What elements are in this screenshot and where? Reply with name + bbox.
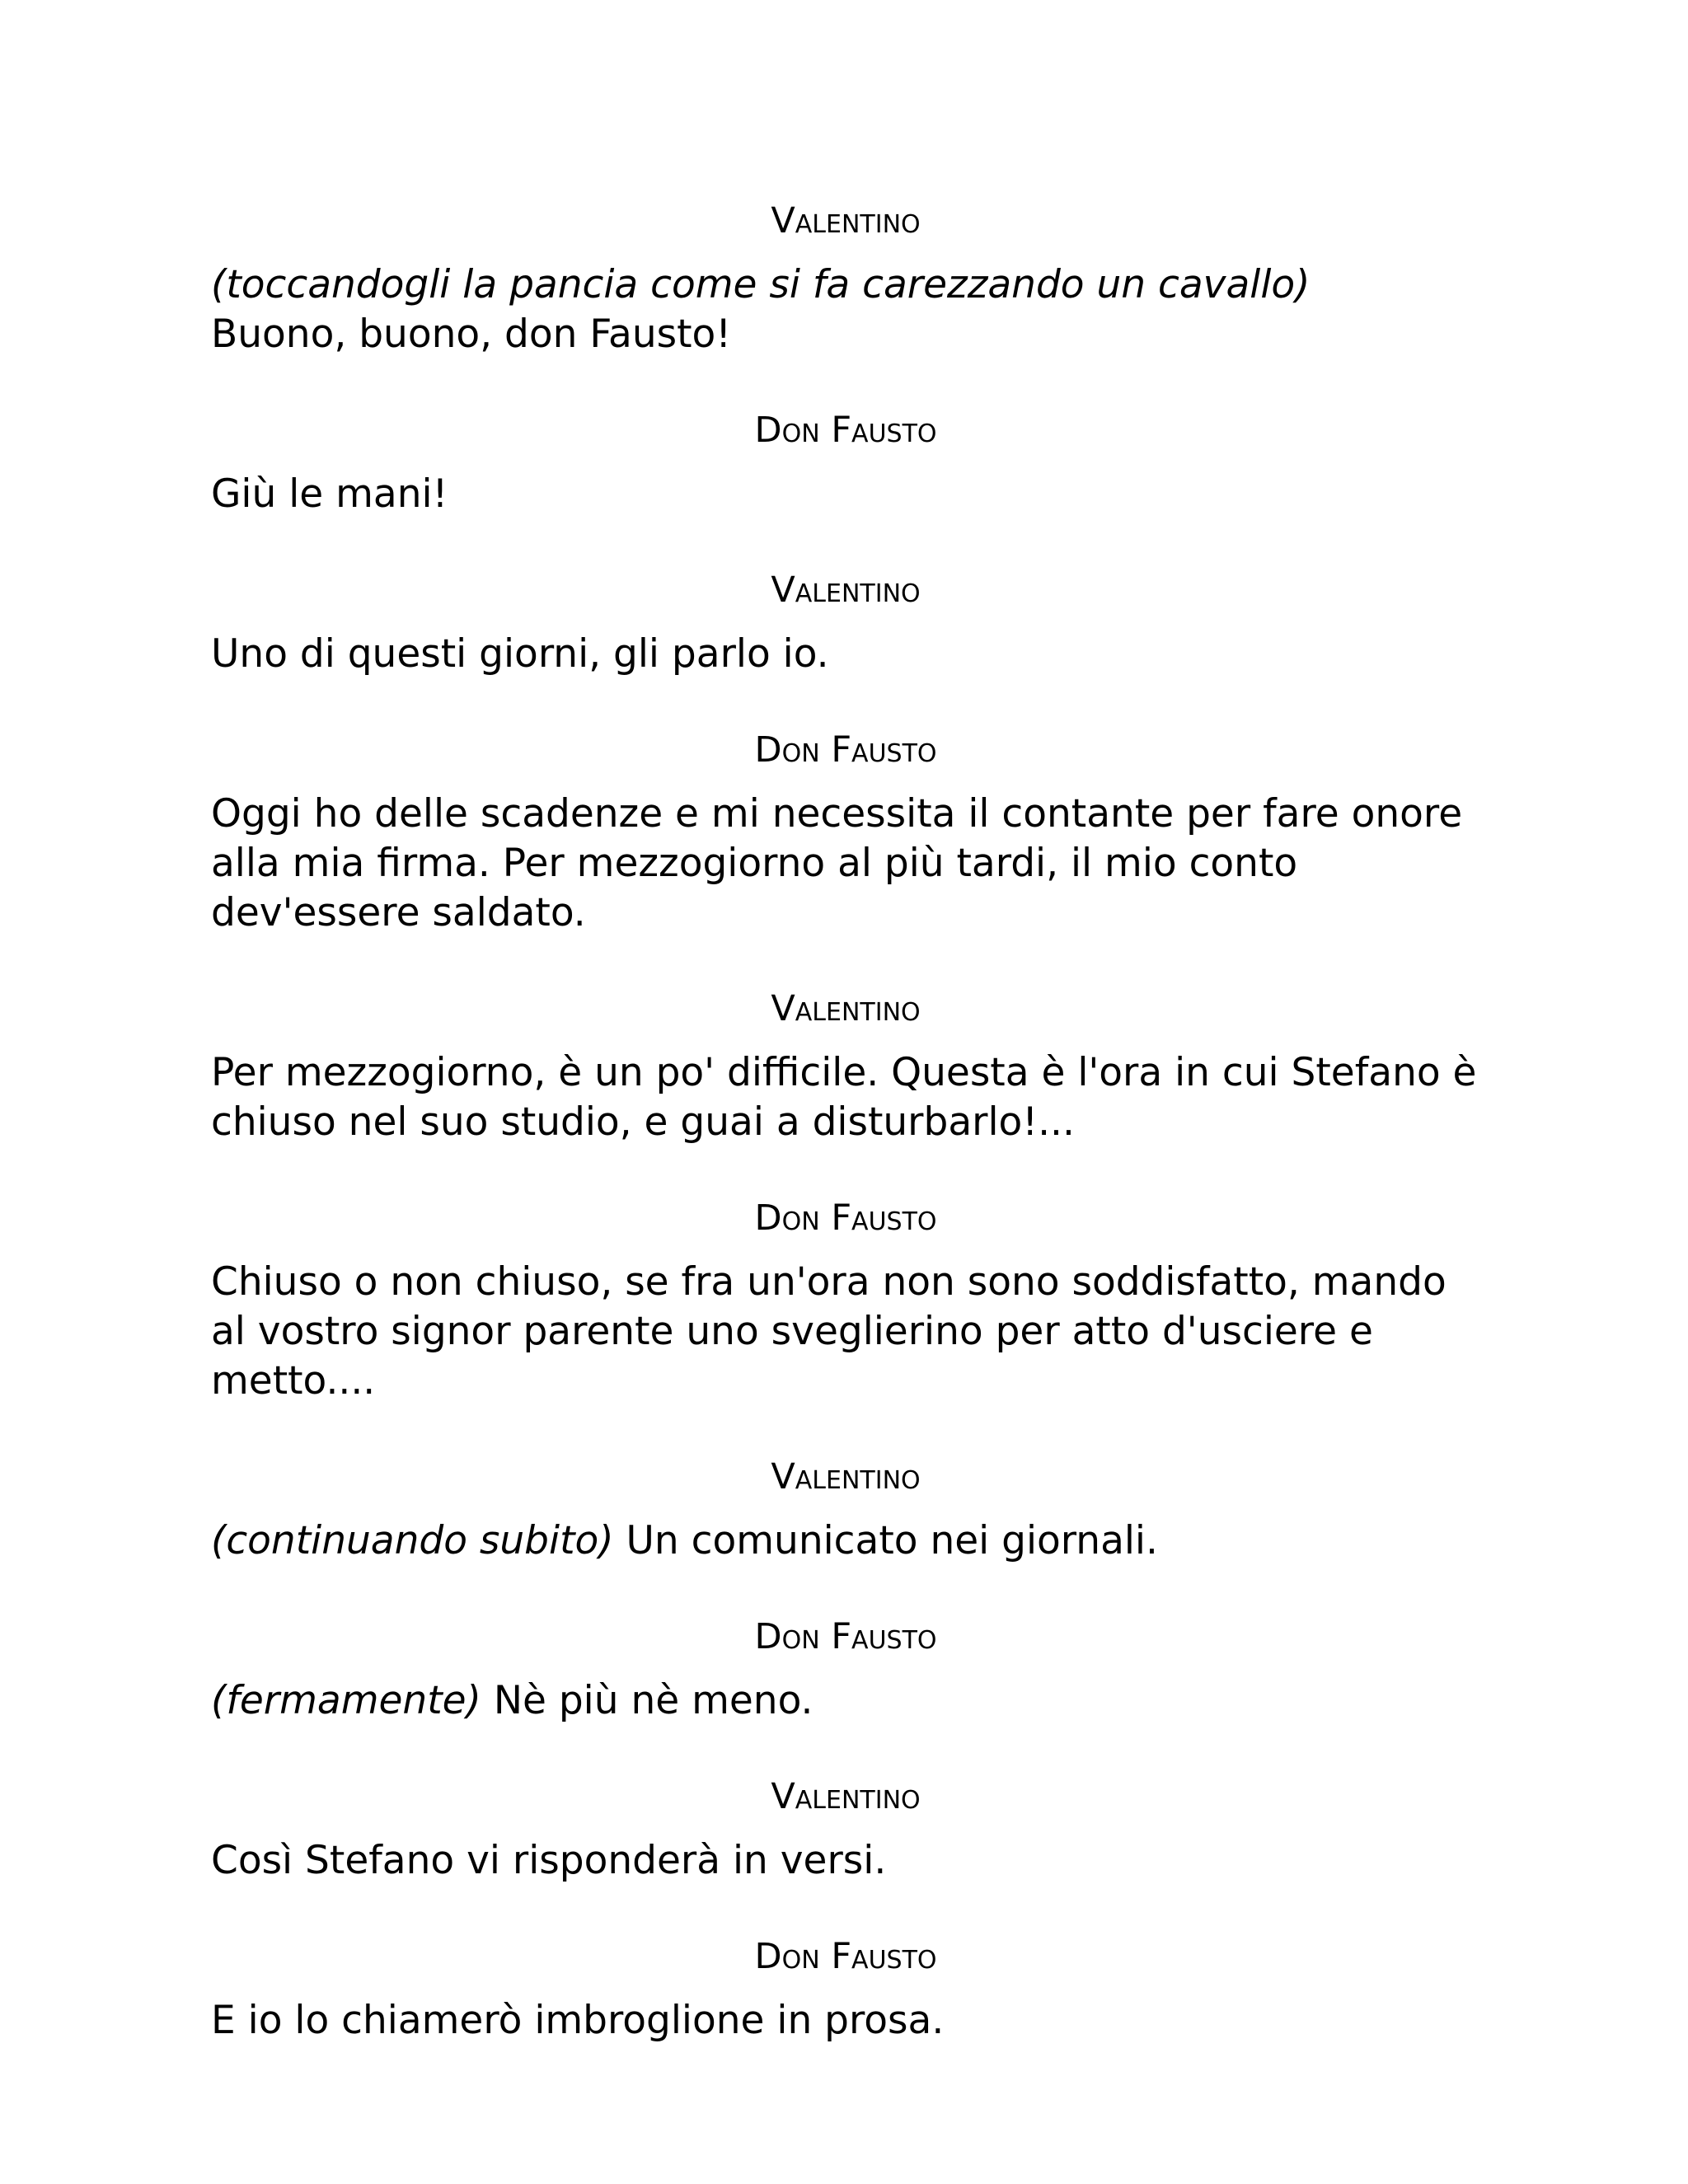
dialogue-text: Uno di questi giorni, gli parlo io. — [211, 631, 829, 677]
dialogue-text: Per mezzogiorno, è un po' difficile. Questa è l'ora in cui Stefano è chiuso nel suo studio, e guai a disturbarlo!... — [211, 1050, 1477, 1145]
dialogue-line — [211, 1836, 1480, 1886]
speaker-name: Don Fausto — [754, 1197, 937, 1239]
dialogue-line — [211, 260, 1381, 359]
dialogue-line — [211, 1516, 1480, 1566]
speaker-name: Don Fausto — [754, 1936, 937, 1977]
stage-direction: (fermamente) — [211, 1678, 481, 1723]
dialogue-text: Chiuso o non chiuso, se fra un'ora non sono soddisfatto, mando al vostro signor parente uno sveglierino per atto d'usciere e metto.... — [211, 1259, 1447, 1404]
dialogue-text: Un comunicato nei giornali. — [613, 1518, 1158, 1563]
dialogue-text: Giù le mani! — [211, 471, 448, 517]
script-page — [211, 196, 1480, 2092]
speaker-name: Don Fausto — [754, 1616, 937, 1657]
dialogue-line — [211, 630, 1480, 679]
speaker-name: Valentino — [771, 569, 921, 611]
dialogue-line — [211, 1048, 1480, 1147]
speaker-name: Valentino — [771, 1776, 921, 1817]
speaker-name: Don Fausto — [754, 729, 937, 771]
stage-direction: (toccandogli la pancia come si fa carezzando un cavallo) — [211, 262, 1311, 307]
dialogue-line — [211, 470, 1480, 519]
dialogue-text: Nè più nè meno. — [481, 1678, 814, 1723]
speaker-name: Don Fausto — [754, 410, 937, 451]
stage-direction: (continuando subito) — [211, 1518, 614, 1563]
dialogue-line — [211, 1996, 1480, 2046]
dialogue-line — [211, 1676, 1480, 1726]
speaker-name: Valentino — [771, 1456, 921, 1497]
dialogue-text: E io lo chiamerò imbroglione in prosa. — [211, 1998, 945, 2043]
dialogue-line — [211, 790, 1480, 938]
dialogue-text: Oggi ho delle scadenze e mi necessita il contante per fare onore alla mia firma. Per mezzogiorno al più tardi, il mio conto dev'essere saldato. — [211, 791, 1463, 935]
speaker-name: Valentino — [771, 988, 921, 1029]
dialogue-text: Così Stefano vi risponderà in versi. — [211, 1838, 887, 1883]
speaker-name: Valentino — [771, 200, 921, 241]
dialogue-line — [211, 1258, 1480, 1406]
dialogue-text: Buono, buono, don Fausto! — [211, 312, 732, 357]
